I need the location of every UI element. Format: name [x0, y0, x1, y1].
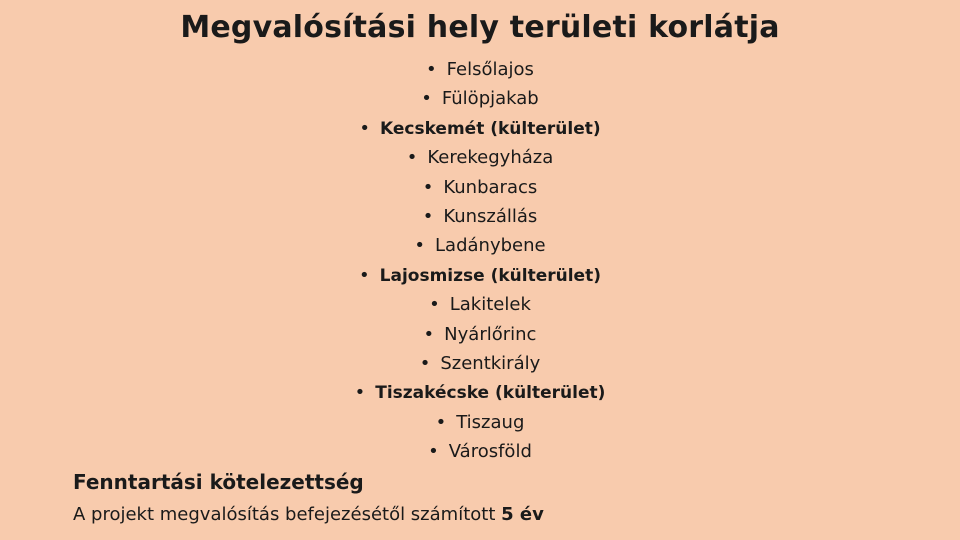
place-name: Felsőlajos [446, 59, 534, 80]
place-name: Fülöpjakab [441, 88, 539, 110]
list-item [0, 408, 960, 437]
page-title: Megvalósítási hely területi korlátja [180, 10, 780, 45]
bullet-icon: • [423, 323, 435, 345]
place-name: Lajosmizse (külterület) [379, 265, 601, 286]
maintenance-obligation [73, 501, 544, 529]
bullet-icon: • [422, 176, 434, 198]
bullet-icon: • [422, 205, 434, 227]
list-item [0, 173, 960, 202]
list-item [0, 378, 960, 407]
list-item [0, 437, 960, 466]
place-name: Ladánybene [435, 235, 546, 257]
bullet-icon: • [435, 411, 447, 433]
place-name: Városföld [448, 441, 532, 463]
place-name: Tiszakécske (külterület) [375, 383, 606, 404]
maintenance-years: 5 év [501, 504, 544, 525]
list-item [0, 202, 960, 231]
list-item [0, 143, 960, 172]
list-item [0, 261, 960, 290]
bullet-icon: • [421, 88, 432, 110]
place-name: Nyárlőrinc [444, 323, 537, 345]
maintenance-text: A projekt megvalósítás befejezésétől számított [73, 504, 502, 525]
list-item [0, 349, 960, 378]
bullet-icon: • [426, 59, 437, 80]
bullet-icon: • [419, 352, 431, 374]
bullet-icon: • [414, 235, 426, 257]
place-name: Kerekegyháza [427, 147, 554, 169]
place-name: Kunbaracs [443, 176, 538, 198]
list-item [0, 114, 960, 143]
place-name: Tiszaug [456, 411, 525, 433]
bullet-icon: • [359, 264, 370, 286]
bullet-icon: • [359, 117, 370, 139]
bullet-icon: • [429, 294, 440, 316]
bullet-icon: • [428, 441, 439, 463]
list-item [0, 320, 960, 349]
list-item [0, 84, 960, 113]
place-name: Kecskemét (külterület) [379, 118, 601, 139]
list-item [0, 55, 960, 84]
location-list [0, 55, 960, 466]
place-name: Kunszállás [443, 205, 538, 227]
place-name: Szentkirály [440, 352, 541, 374]
list-item [0, 290, 960, 319]
place-name: Lakitelek [449, 294, 531, 316]
list-item [0, 231, 960, 260]
bullet-icon: • [406, 147, 418, 169]
bullet-icon: • [354, 382, 366, 404]
maintenance-heading: Fenntartási kötelezettség [73, 470, 364, 494]
